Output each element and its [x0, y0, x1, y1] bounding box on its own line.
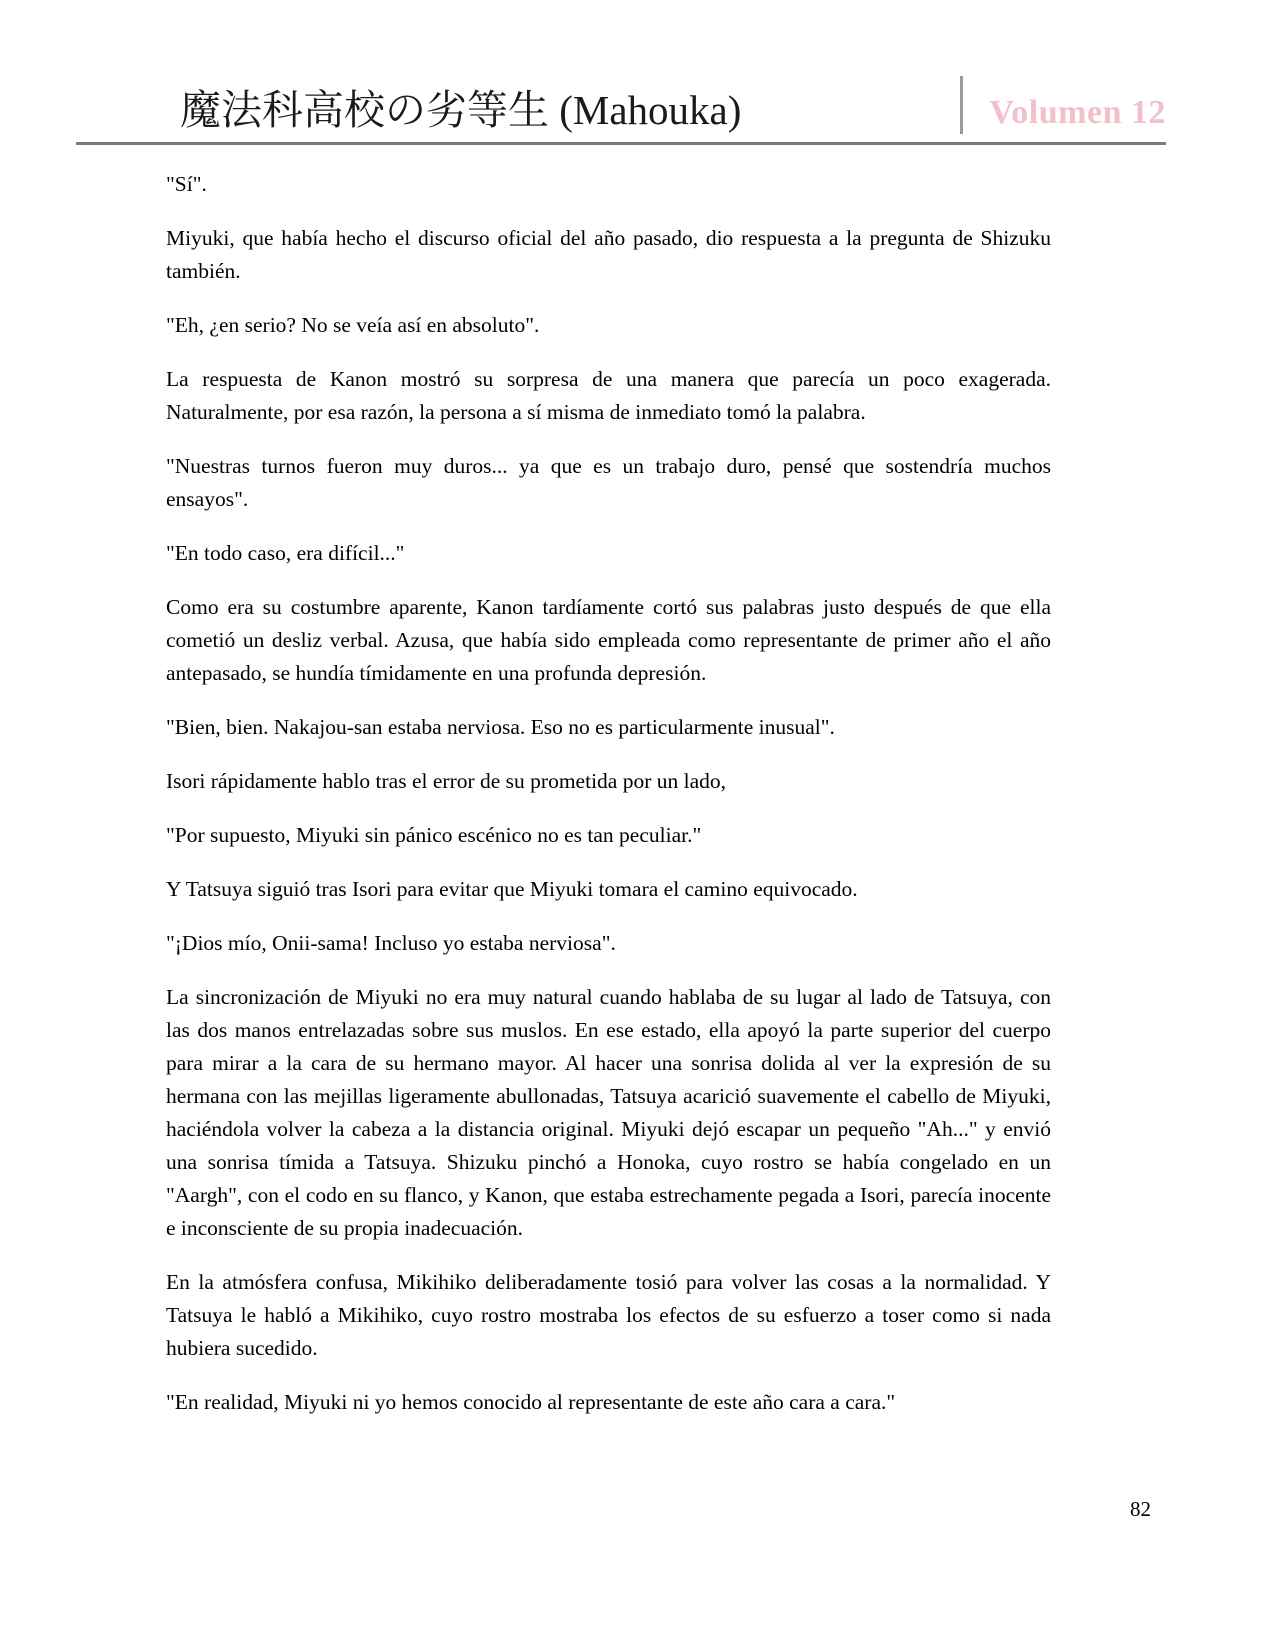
paragraph: Y Tatsuya siguió tras Isori para evitar que Miyuki tomara el camino equivocado. — [166, 877, 858, 901]
paragraph: En la atmósfera confusa, Mikihiko deliberadamente tosió para volver las cosas a la normalidad. Y Tatsuya le habló a Mikihiko, cuyo rostro mostraba los efectos de su esfuerzo a toser como si nada hubiera sucedido. — [166, 1270, 1051, 1360]
paragraph: "Bien, bien. Nakajou-san estaba nerviosa. Eso no es particularmente inusual". — [166, 715, 835, 739]
book-title: 魔法科高校の劣等生 (Mahouka) — [180, 86, 742, 133]
paragraph: "Eh, ¿en serio? No se veía así en absoluto". — [166, 313, 540, 337]
paragraph: La sincronización de Miyuki no era muy natural cuando hablaba de su lugar al lado de Tatsuya, con las dos manos entrelazadas sobre sus muslos. En ese estado, ella apoyó la parte superior del cuerpo para mirar a la cara de su hermano mayor. Al hacer una sonrisa dolida al ver la expresión de su hermana con las mejillas ligeramente abullonadas, Tatsuya acarició suavemente el cabello de Miyuki, haciéndola volver la cabeza a la distancia original. Miyuki dejó escapar un pequeño "Ah..." y envió una sonrisa tímida a Tatsuya. Shizuku pinchó a Honoka, cuyo rostro se había congelado en un "Aargh", con el codo en su flanco, y Kanon, que estaba estrechamente pegada a Isori, parecía inocente e inconsciente de su propia inadecuación. — [166, 985, 1051, 1240]
paragraph: "En todo caso, era difícil..." — [166, 541, 405, 565]
paragraph: La respuesta de Kanon mostró su sorpresa de una manera que parecía un poco exagerada. Naturalmente, por esa razón, la persona a sí misma de inmediato tomó la palabra. — [166, 367, 1051, 424]
paragraph: Como era su costumbre aparente, Kanon tardíamente cortó sus palabras justo después de que ella cometió un desliz verbal. Azusa, que había sido empleada como representante de primer año el año antepasado, se hundía tímidamente en una profunda depresión. — [166, 595, 1051, 685]
paragraph: "¡Dios mío, Onii-sama! Incluso yo estaba nerviosa". — [166, 931, 616, 955]
header-volume-group — [960, 74, 1166, 134]
paragraph: "En realidad, Miyuki ni yo hemos conocido al representante de este año cara a cara." — [166, 1390, 896, 1414]
paragraph: Isori rápidamente hablo tras el error de su prometida por un lado, — [166, 769, 727, 793]
paragraph: "Sí". — [166, 172, 207, 196]
paragraph: Miyuki, que había hecho el discurso oficial del año pasado, dio respuesta a la pregunta de Shizuku también. — [166, 226, 1051, 283]
header-row — [76, 62, 1166, 134]
page-header — [76, 62, 1166, 144]
header-vertical-divider — [960, 76, 963, 134]
paragraph: "Nuestras turnos fueron muy duros... ya que es un trabajo duro, pensé que sostendría muchos ensayos". — [166, 454, 1051, 511]
body-text — [166, 168, 1051, 1419]
volume-label: Volumen 12 — [989, 94, 1166, 131]
header-horizontal-rule — [76, 142, 1166, 145]
paragraph: "Por supuesto, Miyuki sin pánico escénico no es tan peculiar." — [166, 823, 702, 847]
page-number: 82 — [1130, 1497, 1151, 1521]
